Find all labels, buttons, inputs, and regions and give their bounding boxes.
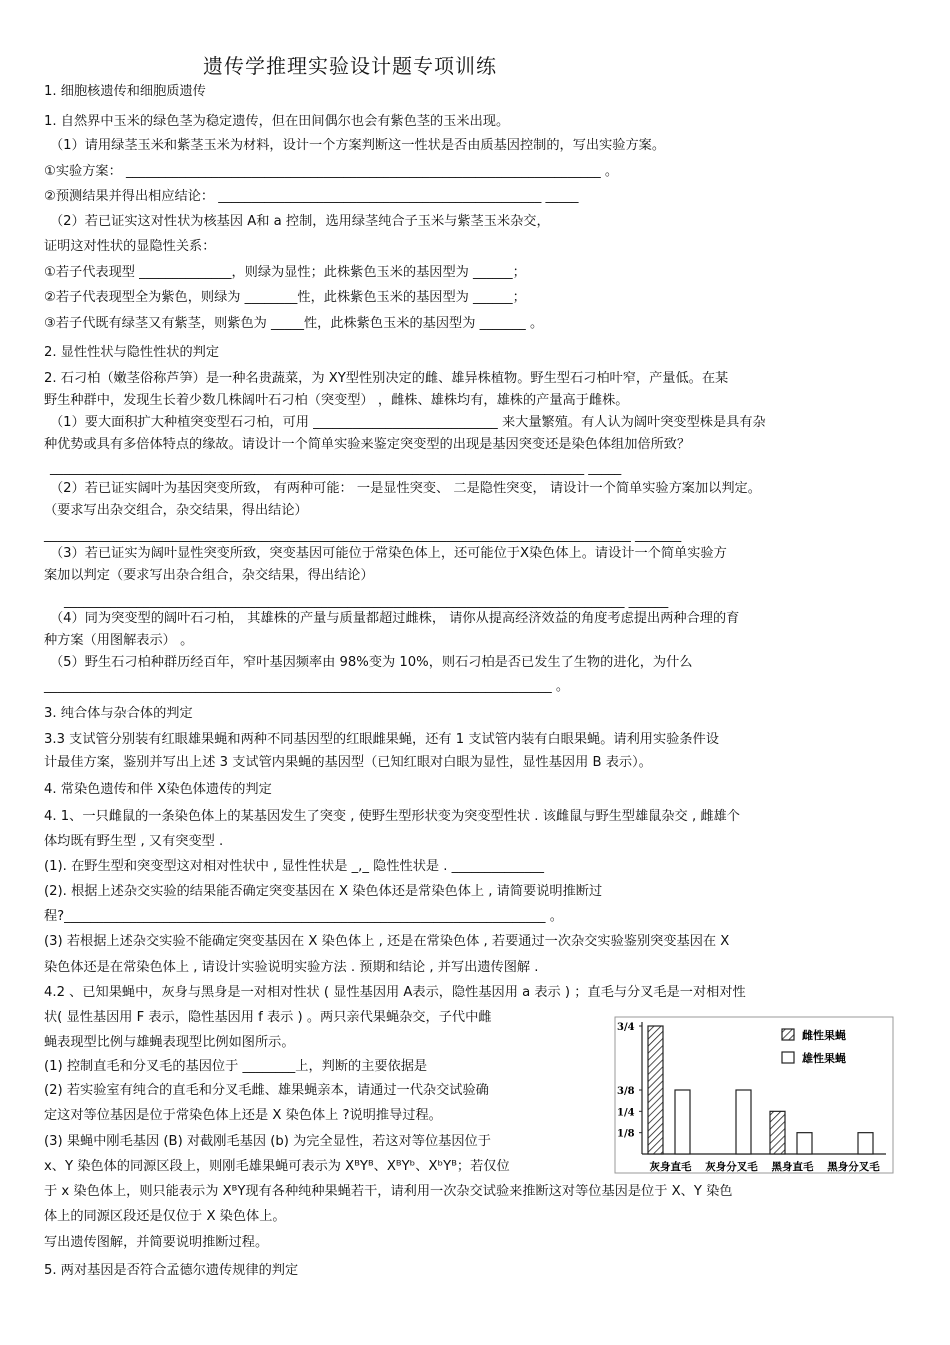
bar-male <box>736 1090 751 1154</box>
text-line: (1) 控制直毛和分叉毛的基因位于 ________上，判断的主要依据是 <box>44 1059 428 1074</box>
text-line: 2. 石刁柏（嫩茎俗称芦笋）是一种名贵蔬菜，为 XY型性别决定的雌、雄异株植物。野生型石刁柏叶窄，产量低。在某 <box>44 371 729 386</box>
text-line: 写出遗传图解，并简要说明推断过程。 <box>44 1235 269 1250</box>
text-line: (3) 若根据上述杂交实验不能确定突变基因在 X 染色体上 , 还是在常染色体 , 若要通过一次杂交实验鉴别突变基因在 X <box>44 934 730 949</box>
legend-label: 雄性果蝇 <box>802 1052 846 1065</box>
x-tick-label: 黑身直毛 <box>771 1161 814 1173</box>
text-line: 野生种群中，发现生长着少数几株阔叶石刁柏（突变型） ，雌株、雄株均有，雄株的产量高于雌株。 <box>44 393 629 408</box>
text-line: ③若子代既有绿茎又有紫茎，则紫色为 _____性，此株紫色玉米的基因型为 _______ 。 <box>44 316 544 331</box>
legend-label: 雌性果蝇 <box>802 1029 846 1042</box>
text-line: 定这对等位基因是位于常染色体上还是 X 染色体上 ?说明推导过程。 <box>44 1108 442 1123</box>
text-line: 蝇表现型比例与雄蝇表现型比例如图所示。 <box>44 1035 295 1050</box>
text-line: （4）同为突变型的阔叶石刁柏， 其雄株的产量与质量都超过雌株， 请你从提高经济效益的角度考虑提出两种合理的育 <box>50 611 740 626</box>
text-line: 4. 常染色遗传和伴 X染色体遗传的判定 <box>44 782 272 797</box>
text-line: 2. 显性性状与隐性性状的判定 <box>44 345 220 360</box>
x-tick-label: 灰身直毛 <box>649 1161 692 1173</box>
text-line: _________________________________________________________________________________ _____ <box>50 461 622 476</box>
legend-swatch <box>782 1029 794 1040</box>
text-line: （1）要大面积扩大种植突变型石刁柏，可用 ____________________________ 来大量繁殖。有人认为阔叶突变型株是具有杂 <box>50 415 766 430</box>
text-line: 案加以判定（要求写出杂合组合，杂交结果，得出结论） <box>44 568 374 583</box>
text-line: ①若子代表现型 ______________，则绿为显性；此株紫色玉米的基因型为 ______； <box>44 265 526 280</box>
text-line: 体均既有野生型 , 又有突变型 . <box>44 834 224 849</box>
bar-female <box>770 1111 785 1154</box>
text-line: （1）请用绿茎玉米和紫茎玉米为材料，设计一个方案判断这一性状是否由质基因控制的，写出实验方案。 <box>50 138 666 153</box>
phenotype-ratio-chart <box>614 1016 894 1174</box>
text-line: 4. 1、一只雌鼠的一条染色体上的某基因发生了突变 , 使野生型形状变为突变型性状 . 该雌鼠与野生型雄鼠杂交 , 雌雄个 <box>44 809 740 824</box>
text-line: 1. 细胞核遗传和细胞质遗传 <box>44 84 206 99</box>
y-tick-label: 3/4 <box>617 1022 635 1033</box>
text-line: x、Y 染色体的同源区段上，则刚毛雄果蝇可表示为 XᴮYᴮ、XᴮYᵇ、XᵇYᴮ；若仅位 <box>44 1159 510 1174</box>
bar-female <box>648 1026 663 1154</box>
bar-male <box>675 1090 690 1154</box>
legend-swatch <box>782 1052 794 1063</box>
text-line: 状( 显性基因用 F 表示，隐性基因用 f 表示 ) 。两只亲代果蝇杂交，子代中雌 <box>44 1010 492 1025</box>
text-line: 染色体还是在常染色体上 , 请设计实验说明实验方法 . 预期和结论 , 并写出遗传图解 . <box>44 960 539 975</box>
text-line: (1). 在野生型和突变型这对相对性状中 , 显性性状是 _,_ 隐性性状是 . ______________ <box>44 859 544 874</box>
text-line: 3.3 支试管分别装有红眼雄果蝇和两种不同基因型的红眼雌果蝇，还有 1 支试管内装有白眼果蝇。请利用实验条件设 <box>44 732 719 747</box>
text-line: （2）若已证实这对性状为核基因 A和 a 控制，选用绿茎纯合子玉米与紫茎玉米杂交， <box>50 214 550 229</box>
text-line: 于 x 染色体上，则只能表示为 XᴮY现有各种纯种果蝇若干，请利用一次杂交试验来推断这对等位基因是位于 X、Y 染色 <box>44 1184 733 1199</box>
y-tick-label: 1/8 <box>617 1128 635 1140</box>
text-line: 5. 两对基因是否符合孟德尔遗传规律的判定 <box>44 1263 299 1278</box>
text-line: _____________________________________________________________________________ 。 <box>44 679 570 694</box>
x-tick-label: 灰身分叉毛 <box>705 1161 758 1173</box>
text-line: 3. 纯合体与杂合体的判定 <box>44 706 193 721</box>
text-line: (2). 根据上述杂交实验的结果能否确定突变基因在 X 染色体还是常染色体上 , 请简要说明推断过 <box>44 884 603 899</box>
text-line: 1. 自然界中玉米的绿色茎为稳定遗传，但在田间偶尔也会有紫色茎的玉米出现。 <box>44 114 510 129</box>
text-line: 种方案（用图解表示） 。 <box>44 633 194 648</box>
text-line: （2）若已证实阔叶为基因突变所致， 有两种可能： 一是显性突变、 二是隐性突变， 请设计一个简单实验方案加以判定。 <box>50 481 761 496</box>
text-line: (3) 果蝇中刚毛基因 (B) 对截刚毛基因 (b) 为完全显性，若这对等位基因位于 <box>44 1134 491 1149</box>
text-line: ②若子代表现型全为紫色，则绿为 ________性，此株紫色玉米的基因型为 ______； <box>44 290 526 305</box>
bar-male <box>858 1133 873 1154</box>
bar-male <box>797 1133 812 1154</box>
y-tick-label: 3/8 <box>617 1086 635 1097</box>
text-line: (2) 若实验室有纯合的直毛和分叉毛雌、雄果蝇亲本，请通过一代杂交试验确 <box>44 1083 489 1098</box>
x-tick-label: 黑身分叉毛 <box>827 1161 880 1173</box>
text-line: （3）若已证实为阔叶显性突变所致，突变基因可能位于常染色体上，还可能位于X染色体上。请设计一个简单实验方 <box>50 546 727 561</box>
text-line: 种优势或具有多倍体特点的缘故。请设计一个简单实验来鉴定突变型的出现是基因突变还是染色体组加倍所致？ <box>44 437 691 452</box>
text-line: 证明这对性状的显隐性关系： <box>44 239 216 254</box>
y-tick-label: 1/4 <box>617 1107 635 1119</box>
text-line: _____________________________________________________________________________________ ______ <box>64 594 669 609</box>
text-line: （要求写出杂交组合，杂交结果，得出结论） <box>44 503 308 518</box>
text-line: 计最佳方案，鉴别并写出上述 3 支试管内果蝇的基因型（已知红眼对白眼为显性，显性基因用 B 表示）。 <box>44 755 652 770</box>
text-line: _________________________________________________________________________________________ _______ <box>44 528 682 543</box>
text-line: ②预测结果并得出相应结论： _________________________________________________ _____ <box>44 189 579 204</box>
page-title: 遗传学推理实验设计题专项训练 <box>203 54 497 78</box>
text-line: ①实验方案： ________________________________________________________________________ 。 <box>44 164 619 179</box>
text-line: 4.2 、已知果蝇中，灰身与黑身是一对相对性状 ( 显性基因用 A表示，隐性基因用 a 表示 ) ；直毛与分叉毛是一对相对性 <box>44 985 746 1000</box>
text-line: 体上的同源区段还是仅位于 X 染色体上。 <box>44 1209 286 1224</box>
text-line: 程?_________________________________________________________________________ 。 <box>44 909 563 924</box>
text-line: （5）野生石刁柏种群历经百年，窄叶基因频率由 98%变为 10%，则石刁柏是否已发生了生物的进化，为什么 <box>50 655 693 670</box>
